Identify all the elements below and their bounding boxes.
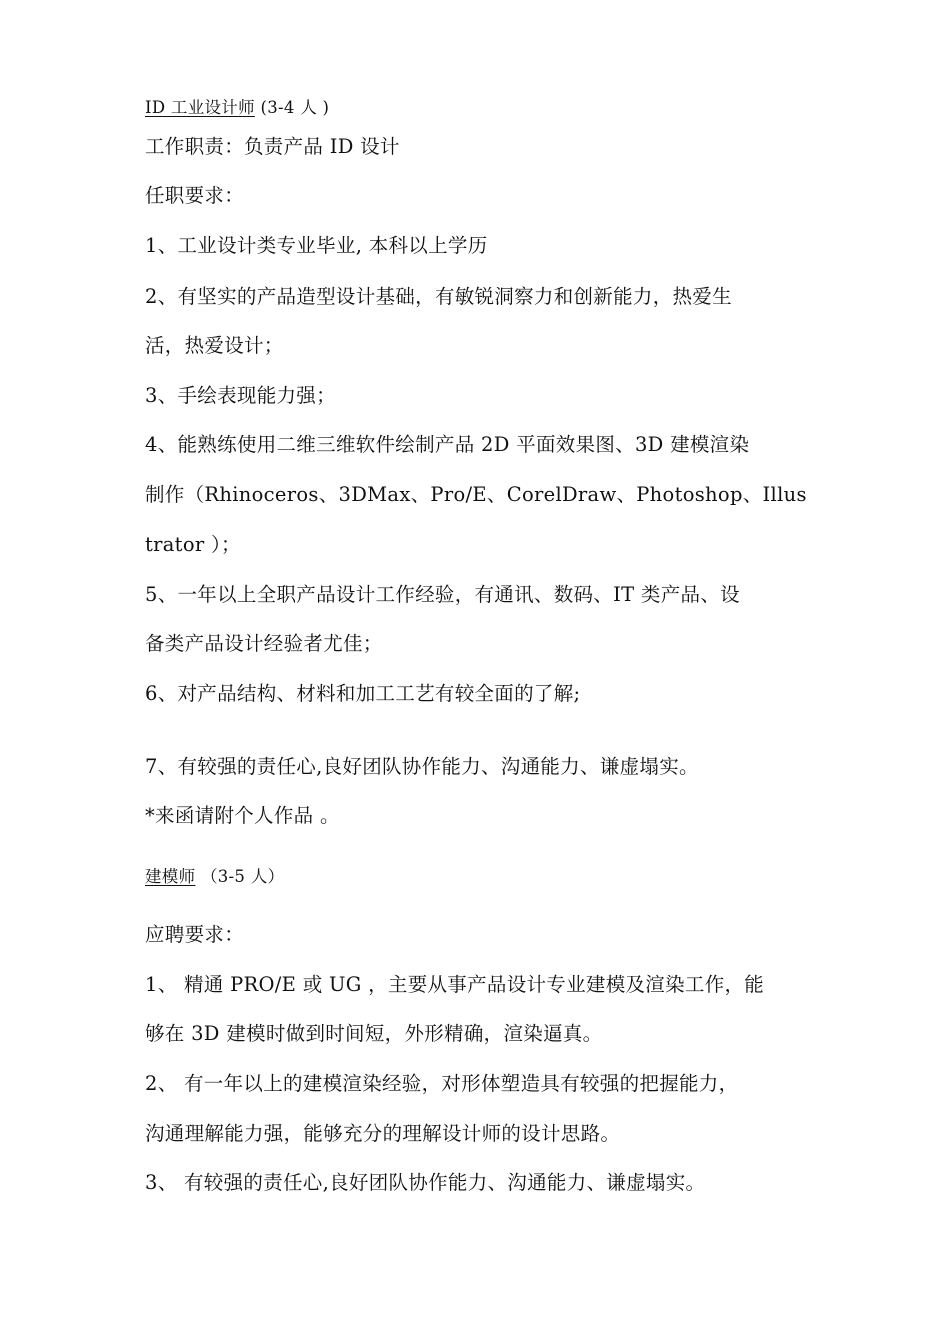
- requirement-line: 5、一年以上全职产品设计工作经验，有通讯、数码、IT 类产品、设: [145, 583, 740, 606]
- requirement-line: 活，热爱设计；: [145, 334, 284, 357]
- requirement-line: 3、 有较强的责任心,良好团队协作能力、沟通能力、谦虚塌实。: [145, 1171, 706, 1194]
- requirement-line: 制作（Rhinoceros、3DMax、Pro/E、CorelDraw、Photoshop、Illus: [145, 483, 807, 506]
- requirement-line: 备类产品设计经验者尤佳；: [145, 632, 383, 655]
- requirement-line: trator ）；: [145, 533, 241, 556]
- requirement-line: 够在 3D 建模时做到时间短，外形精确，渲染逼真。: [145, 1022, 603, 1045]
- portfolio-note: *来函请附个人作品 。: [145, 804, 340, 827]
- requirements-heading: 任职要求：: [145, 184, 245, 207]
- job-title-name: ID 工业设计师: [145, 98, 255, 117]
- job-title-id-designer: [145, 100, 329, 117]
- job-title-modeler: [145, 869, 284, 886]
- requirement-line: 2、有坚实的产品造型设计基础，有敏锐洞察力和创新能力，热爱生: [145, 285, 732, 308]
- job-duties: 工作职责：负责产品 ID 设计: [145, 135, 400, 158]
- requirement-line: 1、工业设计类专业毕业, 本科以上学历: [145, 234, 488, 257]
- job-title-headcount: (3-4 人 ): [260, 98, 330, 117]
- job-title-headcount: （3-5 人）: [200, 867, 285, 886]
- requirement-line: 2、 有一年以上的建模渲染经验，对形体塑造具有较强的把握能力，: [145, 1072, 739, 1095]
- requirement-line: 6、对产品结构、材料和加工工艺有较全面的了解;: [145, 682, 581, 705]
- requirements-heading: 应聘要求：: [145, 923, 245, 946]
- requirement-line: 7、有较强的责任心,良好团队协作能力、沟通能力、谦虚塌实。: [145, 755, 699, 778]
- requirement-line: 3、手绘表现能力强；: [145, 384, 336, 407]
- requirement-line: 1、 精通 PRO/E 或 UG ，主要从事产品设计专业建模及渲染工作，能: [145, 973, 765, 996]
- requirement-line: 沟通理解能力强，能够充分的理解设计师的设计思路。: [145, 1122, 621, 1145]
- job-title-name: 建模师: [145, 867, 196, 886]
- requirement-line: 4、能熟练使用二维三维软件绘制产品 2D 平面效果图、3D 建模渲染: [145, 433, 750, 456]
